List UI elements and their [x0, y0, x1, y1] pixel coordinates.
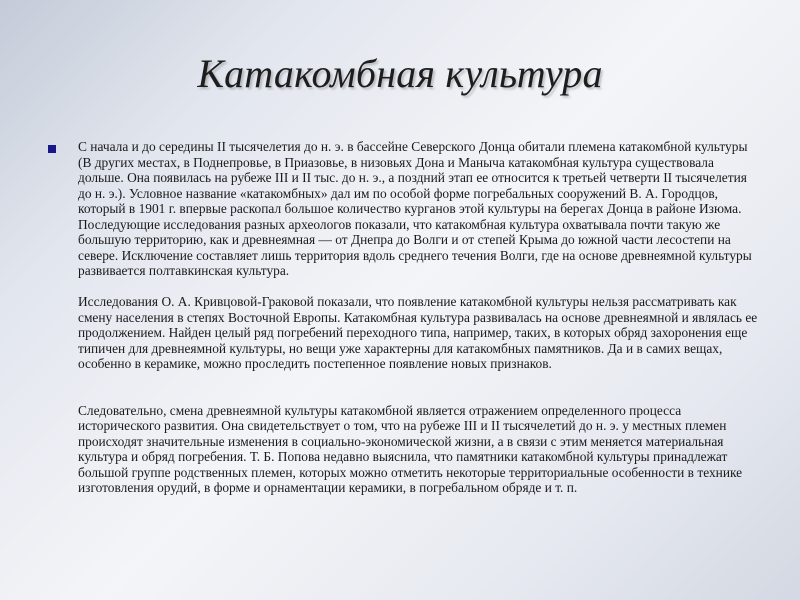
paragraph-1: С начала и до середины II тысячелетия до н. э. в бассейне Северского Донца обитали племена катакомбной культуры (В других местах, в Поднепровье, в Приазовье, в низовьях Дона и Маныча катакомбная культура существовала дольше. Она появилась на рубеже III и II тыс. до н. э., а поздний этап ее относится к третьей четверти II тысячелетия до н. э.). Условное название «катакомбных» дал им по особой форме погребальных сооружений В. А. Городцов, который в 1901 г. впервые раскопал большое количество курганов этой культуры на берегах Донца в районе Изюма. Последующие исследования разных археологов показали, что катакомбная культура охватывала почти такую же большую территорию, как и древнеямная — от Днепра до Волги и от степей Крыма до южной части лесостепи на севере. Исключение составляет лишь территория вдоль среднего течения Волги, где на основе древнеямной культуры развивается полтавкинская культура. [78, 139, 752, 278]
paragraph-2: Исследования О. А. Кривцовой-Граковой показали, что появление катакомбной культуры нельзя рассматривать как смену населения в степях Восточной Европы. Катакомбная культура развивалась на основе древнеямной и являлась ее продолжением. Найден целый ряд погребений переходного типа, например, таких, в которых обряд захоронения еще типичен для древнеямной культуры, но вещи уже характерны для катакомбных памятников. Да и в самих вещах, особенно в керамике, можно проследить постепенное появление новых признаков. [78, 294, 758, 371]
bullet-text [78, 139, 762, 496]
paragraph-3: Следовательно, смена древнеямной культуры катакомбной является отражением определенного процесса исторического развития. Она свидетельствует о том, что на рубеже III и II тысячелетий до н. э. у местных племен происходят значительные изменения в социально-экономической жизни, а в связи с этим меняется материальная культура и обряд погребения. Т. Б. Попова недавно выяснила, что памятники катакомбной культуры принадлежат большой группе родственных племен, которых можно отметить некоторые территориальные особенности в технике изготовления орудий, в форме и орнаментации керамики, в погребальном обряде и т. п. [78, 402, 743, 495]
slide-body [46, 139, 762, 496]
slide-title: Катакомбная культура [197, 51, 603, 96]
square-bullet-icon [48, 145, 56, 153]
